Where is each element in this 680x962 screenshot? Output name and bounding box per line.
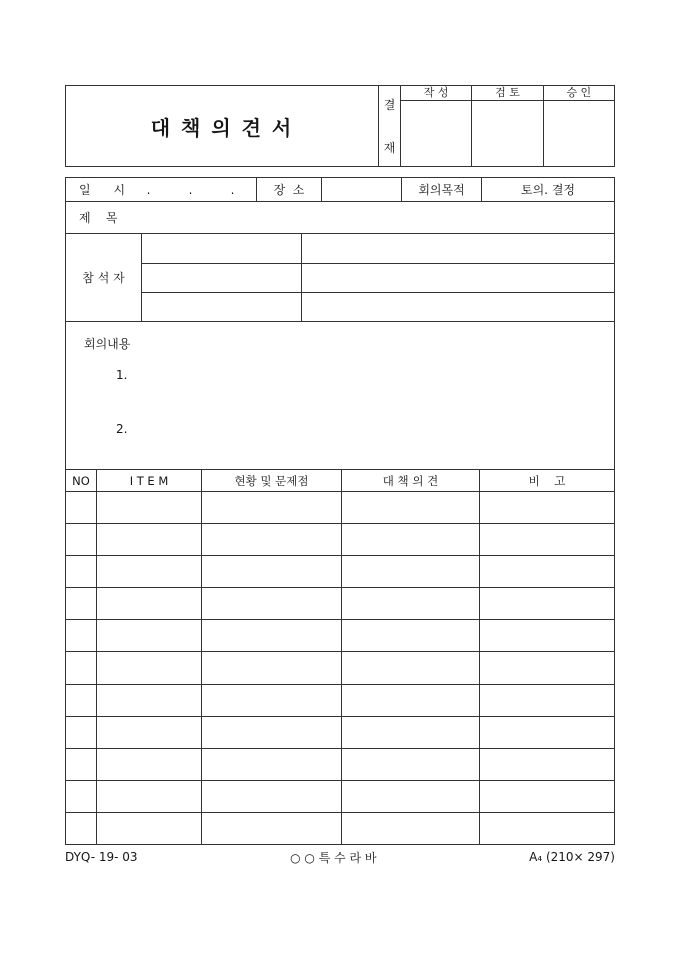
meeting-purpose-value: 토의. 결정 (481, 178, 614, 201)
item-table-cell[interactable] (479, 556, 614, 587)
subject-value-cell[interactable] (117, 202, 614, 233)
approval-stamp-column (379, 86, 401, 166)
item-table-cell[interactable] (479, 749, 614, 780)
item-table-cell[interactable] (479, 685, 614, 716)
form-title: 대 책 의 견 서 (66, 86, 379, 166)
item-table-cell[interactable] (341, 556, 479, 587)
item-table-row (66, 780, 614, 812)
attendees-label: 참 석 자 (82, 271, 125, 285)
item-table-cell[interactable] (66, 749, 96, 780)
attendee-cell[interactable] (141, 292, 301, 321)
approval-grid (401, 86, 614, 166)
item-table-cell[interactable] (341, 588, 479, 619)
attendees-section (66, 233, 614, 321)
date-place-purpose-row (66, 178, 614, 201)
item-table-cell[interactable] (96, 685, 201, 716)
place-label: 장 소 (256, 178, 321, 201)
item-table-cell[interactable] (96, 492, 201, 523)
item-table-cell[interactable] (341, 524, 479, 555)
approval-column-header: 승 인 (544, 86, 614, 101)
meeting-note-item-2: 2. (116, 422, 128, 436)
approval-column-header: 검 토 (472, 86, 542, 101)
item-table-row (66, 651, 614, 683)
item-table-cell[interactable] (341, 620, 479, 651)
item-table-cell[interactable] (341, 813, 479, 844)
item-table-cell[interactable] (66, 652, 96, 683)
item-table-cell[interactable] (66, 620, 96, 651)
item-table-cell[interactable] (479, 524, 614, 555)
item-table-cell[interactable] (66, 588, 96, 619)
approval-column-reviewer (471, 86, 542, 166)
item-table-cell[interactable] (96, 652, 201, 683)
item-table-cell[interactable] (341, 492, 479, 523)
item-table-cell[interactable] (479, 813, 614, 844)
place-value-cell[interactable] (321, 178, 401, 201)
page-footer (65, 849, 615, 865)
item-table-cell[interactable] (479, 588, 614, 619)
item-table-cell[interactable] (66, 781, 96, 812)
item-table-header-cell-item: I T E M (96, 470, 201, 491)
item-table-row (66, 523, 614, 555)
item-table-cell[interactable] (201, 717, 341, 748)
item-table-cell[interactable] (201, 524, 341, 555)
date-cell (66, 178, 256, 201)
item-table-cell[interactable] (96, 749, 201, 780)
meeting-note-item-1: 1. (116, 368, 128, 382)
item-table-header-cell-no: NO (72, 473, 90, 488)
approval-header-table (65, 85, 615, 167)
paper-size: A₄ (210× 297) (529, 850, 615, 864)
item-table-row (66, 587, 614, 619)
item-table-cell[interactable] (201, 620, 341, 651)
item-table-row (66, 684, 614, 716)
item-table-cell[interactable] (479, 652, 614, 683)
item-table-cell[interactable] (96, 813, 201, 844)
approval-column-header: 작 성 (401, 86, 471, 101)
item-table-cell[interactable] (96, 556, 201, 587)
meeting-notes-label: 회의내용 (84, 337, 131, 351)
item-table-cell[interactable] (201, 652, 341, 683)
item-table-cell[interactable] (341, 781, 479, 812)
item-table-body (66, 492, 614, 844)
subject-row (66, 201, 614, 233)
meeting-notes-area[interactable] (66, 321, 614, 469)
item-table-cell[interactable] (66, 685, 96, 716)
item-table-header-cell-problems: 현황 및 문제점 (201, 470, 341, 491)
approval-signature-cell[interactable] (401, 101, 471, 166)
item-table-cell[interactable] (201, 492, 341, 523)
item-table-cell[interactable] (66, 492, 96, 523)
item-table-header-cell-countermeasure: 대 책 의 견 (341, 470, 479, 491)
item-table-cell[interactable] (201, 556, 341, 587)
attendee-cell[interactable] (141, 234, 301, 263)
item-table-cell[interactable] (341, 652, 479, 683)
item-table-cell[interactable] (479, 781, 614, 812)
item-table-cell[interactable] (66, 717, 96, 748)
item-table-row (66, 555, 614, 587)
item-table-cell[interactable] (201, 813, 341, 844)
item-table-header-cell-remarks: 비 고 (479, 470, 614, 491)
approval-signature-cell[interactable] (544, 101, 614, 166)
attendee-cell[interactable] (301, 263, 614, 292)
item-table-cell[interactable] (341, 717, 479, 748)
item-table-cell[interactable] (201, 685, 341, 716)
approval-column-approver (543, 86, 614, 166)
item-table-row (66, 748, 614, 780)
company-name: ○ ○ 특 수 라 바 (290, 850, 377, 865)
item-table-cell[interactable] (201, 588, 341, 619)
item-table-row (66, 619, 614, 651)
approval-stamp-top-char: 결 (383, 98, 396, 112)
subject-label: 제 목 (79, 211, 118, 225)
doc-number: DYQ- 19- 03 (65, 850, 138, 864)
attendee-cell[interactable] (141, 263, 301, 292)
item-table-cell[interactable] (479, 492, 614, 523)
item-table-cell[interactable] (66, 813, 96, 844)
item-table-cell[interactable] (201, 781, 341, 812)
item-table-cell[interactable] (96, 620, 201, 651)
item-table-cell[interactable] (96, 717, 201, 748)
meeting-purpose-label: 회의목적 (401, 178, 481, 201)
date-label: 일 시 (79, 183, 126, 197)
item-table-cell[interactable] (201, 749, 341, 780)
item-table-row (66, 492, 614, 523)
attendee-cell[interactable] (301, 234, 614, 263)
approval-column-writer (401, 86, 471, 166)
attendee-cell[interactable] (301, 292, 614, 321)
item-table-cell[interactable] (479, 620, 614, 651)
approval-signature-cell[interactable] (472, 101, 542, 166)
item-table-row (66, 716, 614, 748)
item-table-cell[interactable] (96, 781, 201, 812)
item-table-cell[interactable] (479, 717, 614, 748)
item-table-cell[interactable] (341, 685, 479, 716)
attendees-grid (141, 234, 614, 321)
item-table-cell[interactable] (341, 749, 479, 780)
item-table-cell[interactable] (96, 524, 201, 555)
item-table-cell[interactable] (96, 588, 201, 619)
item-table-cell[interactable] (66, 524, 96, 555)
item-table (65, 470, 615, 845)
form-info-table (65, 177, 615, 470)
item-table-row (66, 812, 614, 844)
item-table-header (66, 470, 614, 492)
approval-stamp-bottom-char: 재 (383, 141, 396, 155)
item-table-cell[interactable] (66, 556, 96, 587)
date-value[interactable]: . . . (146, 182, 235, 197)
